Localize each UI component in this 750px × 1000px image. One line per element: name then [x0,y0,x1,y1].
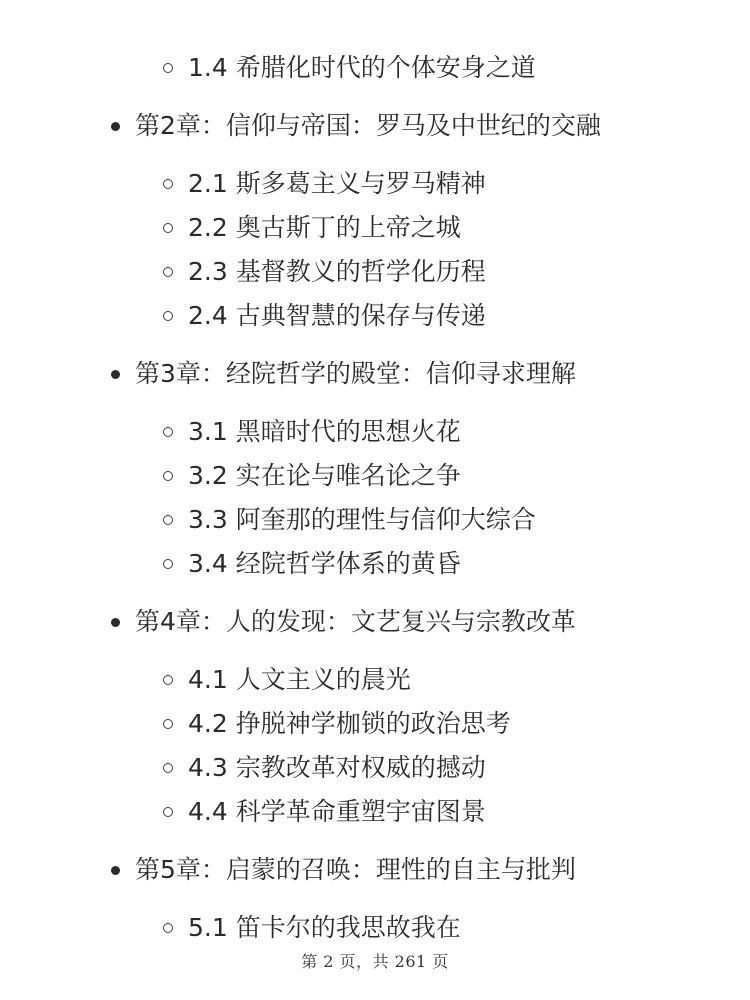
toc-section-item [0,746,750,790]
toc-section-label: 3.2 实在论与唯名论之争 [188,461,461,490]
filled-disc-bullet-icon [111,370,120,379]
hollow-circle-bullet-icon [163,675,173,685]
toc-chapter-item [0,104,750,148]
toc-section-item [0,542,750,586]
hollow-circle-bullet-icon [163,311,173,321]
hollow-circle-bullet-icon [163,763,173,773]
toc-section-label: 3.4 经院哲学体系的黄昏 [188,549,461,578]
hollow-circle-bullet-icon [163,63,173,73]
toc-chapter-label: 第4章：人的发现：文艺复兴与宗教改革 [135,607,576,636]
toc-section-item [0,906,750,950]
hollow-circle-bullet-icon [163,807,173,817]
toc-section-label: 3.3 阿奎那的理性与信仰大综合 [188,505,536,534]
hollow-circle-bullet-icon [163,179,173,189]
toc-chapter-item [0,352,750,396]
filled-disc-bullet-icon [111,618,120,627]
toc-section-label: 4.4 科学革命重塑宇宙图景 [188,797,486,826]
toc-chapter-item [0,600,750,644]
filled-disc-bullet-icon [111,866,120,875]
toc-section-label: 2.3 基督教义的哲学化历程 [188,257,486,286]
toc-section-item [0,790,750,834]
toc-section-label: 2.1 斯多葛主义与罗马精神 [188,169,486,198]
hollow-circle-bullet-icon [163,427,173,437]
toc-section-item [0,250,750,294]
toc-section-item [0,294,750,338]
hollow-circle-bullet-icon [163,471,173,481]
toc-chapter-label: 第3章：经院哲学的殿堂：信仰寻求理解 [135,359,576,388]
toc-section-item [0,658,750,702]
toc-section-label: 4.3 宗教改革对权威的撼动 [188,753,486,782]
toc-chapter-item [0,848,750,892]
toc-chapter-label: 第5章：启蒙的召唤：理性的自主与批判 [135,855,576,884]
toc-section-label: 3.1 黑暗时代的思想火花 [188,417,461,446]
toc-section-item [0,206,750,250]
toc-section-label: 4.1 人文主义的晨光 [188,665,411,694]
toc-section-label: 2.4 古典智慧的保存与传递 [188,301,486,330]
hollow-circle-bullet-icon [163,267,173,277]
toc-section-label: 1.4 希腊化时代的个体安身之道 [188,53,536,82]
hollow-circle-bullet-icon [163,515,173,525]
toc-section-item [0,498,750,542]
hollow-circle-bullet-icon [163,923,173,933]
toc-section-label: 2.2 奥古斯丁的上帝之城 [188,213,461,242]
hollow-circle-bullet-icon [163,719,173,729]
table-of-contents [0,46,750,950]
toc-chapter-label: 第2章：信仰与帝国：罗马及中世纪的交融 [135,111,601,140]
hollow-circle-bullet-icon [163,559,173,569]
page-number-footer: 第 2 页，共 261 页 [301,952,449,971]
toc-section-label: 4.2 挣脱神学枷锁的政治思考 [188,709,511,738]
toc-section-label: 5.1 笛卡尔的我思故我在 [188,913,461,942]
toc-section-item [0,410,750,454]
toc-section-item [0,454,750,498]
hollow-circle-bullet-icon [163,223,173,233]
toc-section-item [0,46,750,90]
toc-section-item [0,702,750,746]
filled-disc-bullet-icon [111,122,120,131]
toc-section-item [0,162,750,206]
